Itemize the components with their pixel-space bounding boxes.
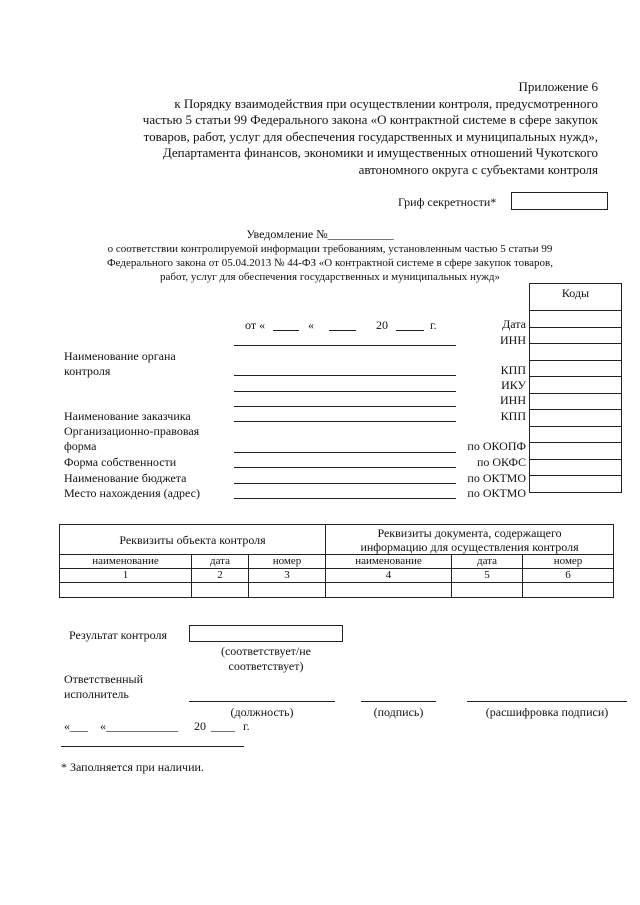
- column-number: 3: [249, 569, 326, 583]
- field-budget-label: Наименование бюджета: [64, 471, 187, 485]
- column-header: наименование: [60, 555, 192, 569]
- fill-line[interactable]: [234, 406, 456, 407]
- code-label-oktmo: по ОКТМО: [467, 486, 526, 500]
- code-cell[interactable]: [530, 476, 622, 493]
- table-cell[interactable]: [326, 583, 452, 598]
- fill-line[interactable]: [234, 391, 456, 392]
- group-object-header: Реквизиты объекта контроля: [60, 525, 326, 555]
- code-label-kpp: КПП: [500, 363, 526, 377]
- appendix-line: товаров, работ, услуг для обеспечения государственных и муниципальных нужд»,: [143, 128, 598, 144]
- fill-line[interactable]: [234, 467, 456, 468]
- code-label-oktmo: по ОКТМО: [467, 471, 526, 485]
- decoding-caption: (расшифровка подписи): [485, 705, 609, 719]
- column-header: номер: [523, 555, 614, 569]
- code-cell[interactable]: [530, 327, 622, 344]
- result-hint-line: (соответствует/не: [220, 644, 312, 658]
- sign-date-year-blank[interactable]: ____: [211, 719, 235, 733]
- table-cell[interactable]: [192, 583, 249, 598]
- code-label-date: Дата: [502, 317, 526, 331]
- field-label-line: контроля: [64, 364, 111, 378]
- decoding-line[interactable]: [467, 701, 627, 702]
- executor-label: [64, 672, 143, 702]
- column-number: 6: [523, 569, 614, 583]
- fill-line[interactable]: [234, 421, 456, 422]
- field-label-line: форма: [64, 439, 97, 453]
- notice-line: Федерального закона от 05.04.2013 № 44-ФЗ «О контрактной системе в сфере закупок товаров,: [106, 257, 553, 269]
- executor-label-line: исполнитель: [64, 687, 129, 701]
- column-number: 4: [326, 569, 452, 583]
- sign-date-suffix: г.: [243, 719, 250, 733]
- code-label-okfs: по ОКФС: [476, 455, 526, 469]
- appendix-title: Приложение 6: [518, 79, 598, 94]
- result-label: Результат контроля: [69, 628, 167, 642]
- codes-table: [529, 283, 622, 493]
- sign-date-day[interactable]: «___: [64, 719, 88, 733]
- date-month-blank[interactable]: [329, 330, 356, 331]
- fill-line[interactable]: [234, 345, 456, 346]
- group-document-line: информацию для осуществления контроля: [360, 539, 579, 554]
- field-location-label: Место нахождения (адрес): [64, 486, 201, 500]
- codes-header: Коды: [530, 284, 622, 311]
- notice-line: работ, услуг для обеспечения государственных и муниципальных нужд»: [160, 271, 500, 283]
- secrecy-label: Гриф секретности*: [398, 195, 497, 209]
- table-cell[interactable]: [523, 583, 614, 598]
- executor-label-line: Ответственный: [64, 672, 144, 686]
- sign-date-year-prefix: 20: [194, 719, 206, 733]
- footnote: * Заполняется при наличии.: [61, 760, 204, 774]
- column-header: дата: [452, 555, 523, 569]
- result-hint: [189, 644, 343, 674]
- notice-title: Уведомление №___________: [246, 227, 394, 241]
- field-label-line: Наименование органа: [64, 349, 176, 363]
- code-label-okopf: по ОКОПФ: [467, 439, 526, 453]
- appendix-line: Департамента финансов, экономики и имущественных отношений Чукотского: [162, 145, 598, 160]
- position-caption: (должность): [230, 705, 294, 719]
- table-cell[interactable]: [452, 583, 523, 598]
- position-line[interactable]: [189, 701, 335, 702]
- footnote-separator: [61, 746, 244, 747]
- appendix-header: [38, 79, 598, 178]
- code-cell[interactable]: [530, 360, 622, 377]
- date-year-blank[interactable]: [396, 330, 424, 331]
- group-document-header: [326, 525, 614, 555]
- appendix-line: автономного округа с субъектами контроля: [358, 161, 598, 177]
- fill-line[interactable]: [234, 375, 456, 376]
- appendix-line: частью 5 статьи 99 Федерального закона «О контрактной системе в сфере закупок: [142, 112, 598, 127]
- column-number: 1: [60, 569, 192, 583]
- column-header: дата: [192, 555, 249, 569]
- code-label-inn: ИНН: [500, 393, 526, 407]
- code-label-iku: ИКУ: [501, 378, 526, 392]
- code-label-kpp: КПП: [500, 409, 526, 423]
- fill-line[interactable]: [234, 483, 456, 484]
- code-cell[interactable]: [530, 393, 622, 410]
- code-label-inn: ИНН: [500, 333, 526, 347]
- field-legal-form-label: [64, 424, 199, 454]
- column-header: номер: [249, 555, 326, 569]
- appendix-line: к Порядку взаимодействия при осуществлении контроля, предусмотренного: [174, 95, 598, 111]
- field-control-body-label: [64, 349, 176, 379]
- column-number: 5: [452, 569, 523, 583]
- date-year-suffix: г.: [430, 318, 437, 332]
- column-header: наименование: [326, 555, 452, 569]
- secrecy-field[interactable]: [511, 192, 608, 210]
- signature-line[interactable]: [361, 701, 436, 702]
- date-quote: «: [308, 318, 314, 332]
- date-from: от «: [245, 318, 266, 332]
- code-cell[interactable]: [530, 410, 622, 427]
- code-cell[interactable]: [530, 344, 622, 361]
- date-year-prefix: 20: [376, 318, 388, 332]
- code-cell[interactable]: [530, 311, 622, 328]
- field-label-line: Организационно-правовая: [64, 424, 200, 438]
- fill-line[interactable]: [234, 498, 456, 499]
- code-cell[interactable]: [530, 443, 622, 460]
- column-number: 2: [192, 569, 249, 583]
- signature-caption: (подпись): [373, 705, 424, 719]
- sign-date-month[interactable]: «____________: [100, 719, 178, 733]
- code-cell[interactable]: [530, 459, 622, 476]
- date-day-blank[interactable]: [273, 330, 299, 331]
- field-ownership-label: Форма собственности: [64, 455, 177, 469]
- table-cell[interactable]: [60, 583, 192, 598]
- fill-line[interactable]: [234, 452, 456, 453]
- result-field[interactable]: [189, 625, 343, 642]
- group-document-line: Реквизиты документа, содержащего: [377, 525, 562, 540]
- notice-line: о соответствии контролируемой информации требованиям, установленным частью 5 статьи 99: [107, 243, 553, 255]
- code-cell[interactable]: [530, 426, 622, 443]
- requisites-table: [59, 524, 614, 598]
- table-cell[interactable]: [249, 583, 326, 598]
- field-customer-label: Наименование заказчика: [64, 409, 191, 423]
- code-cell[interactable]: [530, 377, 622, 394]
- result-hint-line: соответствует): [228, 659, 304, 673]
